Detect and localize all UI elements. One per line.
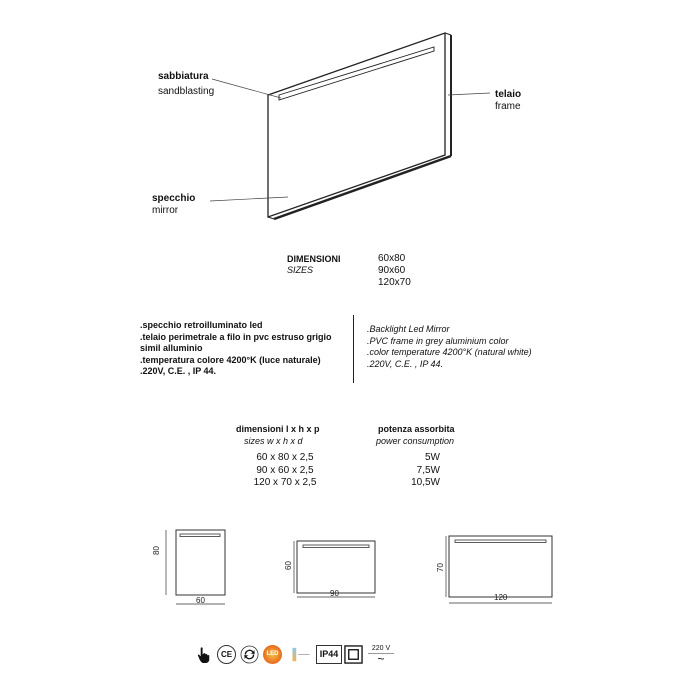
callout-sandblasting-it: sabbiatura — [158, 71, 209, 82]
color-temperature-icon — [290, 645, 312, 664]
feature-en: .220V, C.E. , IP 44. — [367, 358, 444, 369]
spec-sizes-column — [230, 452, 340, 490]
voltage-icon — [368, 645, 394, 664]
feature-it: .220V, C.E. , IP 44. — [140, 366, 217, 376]
callout-frame-en: frame — [495, 101, 521, 112]
dimensions-label-en: SIZES — [287, 265, 314, 275]
spec-size-cell: 120 x 70 x 2,5 — [253, 477, 317, 488]
frame-edge-right — [445, 33, 451, 35]
spec-power-cell: 5W — [425, 452, 440, 463]
spec-col1-title: dimensioni l x h x p — [236, 424, 320, 434]
drawing2-height-label: 60 — [284, 561, 293, 570]
spec-col2-title: potenza assorbita — [378, 424, 455, 434]
drawing2-width-label: 90 — [330, 589, 339, 598]
spec-size-cell: 90 x 60 x 2,5 — [256, 464, 314, 476]
feature-en: .color temperature 4200°K (natural white) — [367, 347, 532, 357]
spec-power-cell: 7,5W — [416, 464, 440, 476]
voltage-label: 220 V — [368, 645, 394, 654]
feature-it: simil alluminio — [140, 343, 203, 353]
callout-sandblasting-en: sandblasting — [158, 86, 215, 97]
technical-drawings — [0, 520, 700, 620]
leader-frame — [448, 93, 490, 95]
dimensions-label-it: DIMENSIONI — [287, 254, 341, 264]
ip44-icon: IP44 — [316, 645, 342, 664]
ce-mark-icon: CE — [217, 645, 236, 664]
drawing3-height-label: 70 — [436, 563, 445, 572]
drawing-60x80 — [166, 530, 225, 604]
features-en — [367, 324, 532, 370]
spec-col2-subtitle: power consumption — [376, 436, 455, 446]
touch-hand-icon — [195, 645, 214, 664]
feature-en: .Backlight Led Mirror — [367, 324, 450, 334]
feature-it: .telaio perimetrale a filo in pvc estruso grigio — [140, 331, 332, 342]
dimensions-list — [378, 253, 411, 289]
callout-mirror-it: specchio — [152, 193, 196, 204]
led-icon: LED — [263, 645, 282, 664]
feature-en: .PVC frame in grey aluminium color — [367, 335, 509, 346]
callout-mirror-en: mirror — [152, 205, 179, 216]
size-item: 60x80 — [378, 253, 406, 264]
drawing1-height-label: 80 — [152, 546, 161, 555]
spec-col1-subtitle: sizes w x h x d — [244, 436, 303, 446]
spec-power-column — [380, 452, 440, 490]
double-insulation-icon — [344, 645, 363, 664]
size-item: 90x60 — [378, 265, 406, 276]
features-it — [140, 320, 332, 378]
spec-size-cell: 60 x 80 x 2,5 — [256, 452, 314, 463]
frame-edge-bottom — [268, 217, 274, 219]
feature-it: .specchio retroilluminato led — [140, 320, 263, 330]
drawing1-width-label: 60 — [196, 596, 205, 605]
leader-sandblasting — [212, 79, 281, 98]
drawing3-width-label: 120 — [494, 593, 508, 602]
size-item: 120x70 — [378, 277, 411, 288]
spec-power-cell: 10,5W — [411, 477, 440, 488]
features-divider — [353, 315, 354, 383]
callout-frame-it: telaio — [495, 89, 522, 100]
rotate-icon — [240, 645, 259, 664]
mirror-perspective-drawing — [0, 0, 700, 250]
feature-it: .temperatura colore 4200°K (luce naturale) — [140, 354, 321, 365]
ac-symbol: ~ — [377, 652, 385, 666]
